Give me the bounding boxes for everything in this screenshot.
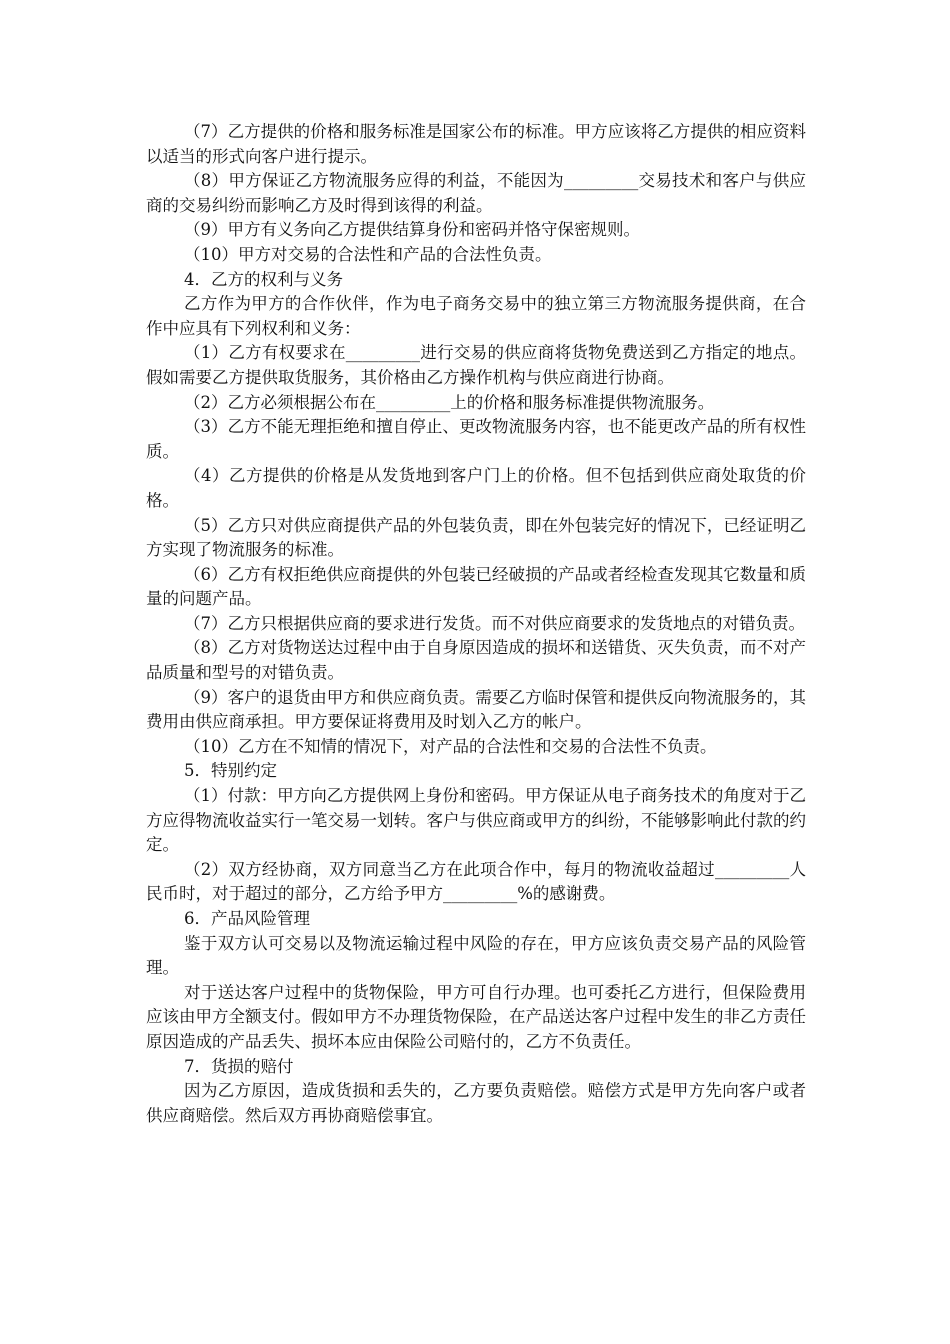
paragraph-clause-3-party-b: （3）乙方不能无理拒绝和擅自停止、更改物流服务内容，也不能更改产品的所有权性质。 [146,417,806,461]
paragraph-clause-9-party-a: （9）甲方有义务向乙方提供结算身份和密码并恪守保密规则。 [184,220,640,240]
paragraph-section-4-intro: 乙方作为甲方的合作伙伴，作为电子商务交易中的独立第三方物流服务提供商，在合作中应具有下列权利和义务： [146,294,806,338]
paragraph-clause-9-party-b: （9）客户的退货由甲方和供应商负责。需要乙方临时保管和提供反向物流服务的，其费用由供应商承担。甲方要保证将费用及时划入乙方的帐户。 [146,687,806,732]
paragraph-clause-7-party-b: （7）乙方只根据供应商的要求进行发货。而不对供应商要求的发货地点的对错负责。 [184,613,805,633]
section-heading-4: 4．乙方的权利与义务 [184,269,343,289]
section-heading-5: 5．特别约定 [184,761,277,781]
paragraph-clause-10-party-a: （10）甲方对交易的合法性和产品的合法性负责。 [184,244,552,264]
paragraph-clause-8-party-a: （8）甲方保证乙方物流服务应得的利益，不能因为_________交易技术和客户与供应商的交易纠纷而影响乙方及时得到该得的利益。 [146,171,806,215]
paragraph-clause-7-party-a: （7）乙方提供的价格和服务标准是国家公布的标准。甲方应该将乙方提供的相应资料以适当的形式向客户进行提示。 [146,122,806,166]
paragraph-clause-1-party-b: （1）乙方有权要求在_________进行交易的供应商将货物免费送到乙方指定的地点。假如需要乙方提供取货服务，其价格由乙方操作机构与供应商进行协商。 [146,343,806,387]
section-heading-7: 7．货损的赔付 [184,1056,294,1076]
paragraph-damage-compensation: 因为乙方原因，造成货损和丢失的，乙方要负责赔偿。赔偿方式是甲方先向客户或者供应商赔偿。然后双方再协商赔偿事宜。 [146,1081,806,1125]
document-body [146,120,806,1128]
paragraph-clause-5-party-b: （5）乙方只对供应商提供产品的外包装负责，即在外包装完好的情况下，已经证明乙方实现了物流服务的标准。 [146,515,806,560]
paragraph-clause-10-party-b: （10）乙方在不知情的情况下，对产品的合法性和交易的合法性不负责。 [184,736,717,756]
paragraph-risk-1: 鉴于双方认可交易以及物流运输过程中风险的存在，甲方应该负责交易产品的风险管理。 [146,933,806,978]
paragraph-special-1: （1）付款：甲方向乙方提供网上身份和密码。甲方保证从电子商务技术的角度对于乙方应得物流收益实行一笔交易一划转。客户与供应商或甲方的纠纷，不能够影响此付款的约定。 [146,786,806,855]
paragraph-risk-2: 对于送达客户过程中的货物保险，甲方可自行办理。也可委托乙方进行，但保险费用应该由甲方全额支付。假如甲方不办理货物保险，在产品送达客户过程中发生的非乙方责任原因造成的产品丢失、损坏本应由保险公司赔付的，乙方不负责任。 [146,982,806,1051]
paragraph-clause-6-party-b: （6）乙方有权拒绝供应商提供的外包装已经破损的产品或者经检查发现其它数量和质量的问题产品。 [146,564,806,609]
paragraph-special-2: （2）双方经协商，双方同意当乙方在此项合作中，每月的物流收益超过_________人民币时，对于超过的部分，乙方给予甲方_________%的感谢费。 [146,859,806,904]
paragraph-clause-2-party-b: （2）乙方必须根据公布在_________上的价格和服务标准提供物流服务。 [184,392,715,412]
paragraph-clause-8-party-b: （8）乙方对货物送达过程中由于自身原因造成的损坏和送错货、灭失负责，而不对产品质量和型号的对错负责。 [146,638,806,683]
section-heading-6: 6．产品风险管理 [184,909,310,928]
paragraph-clause-4-party-b: （4）乙方提供的价格是从发货地到客户门上的价格。但不包括到供应商处取货的价格。 [146,466,806,510]
